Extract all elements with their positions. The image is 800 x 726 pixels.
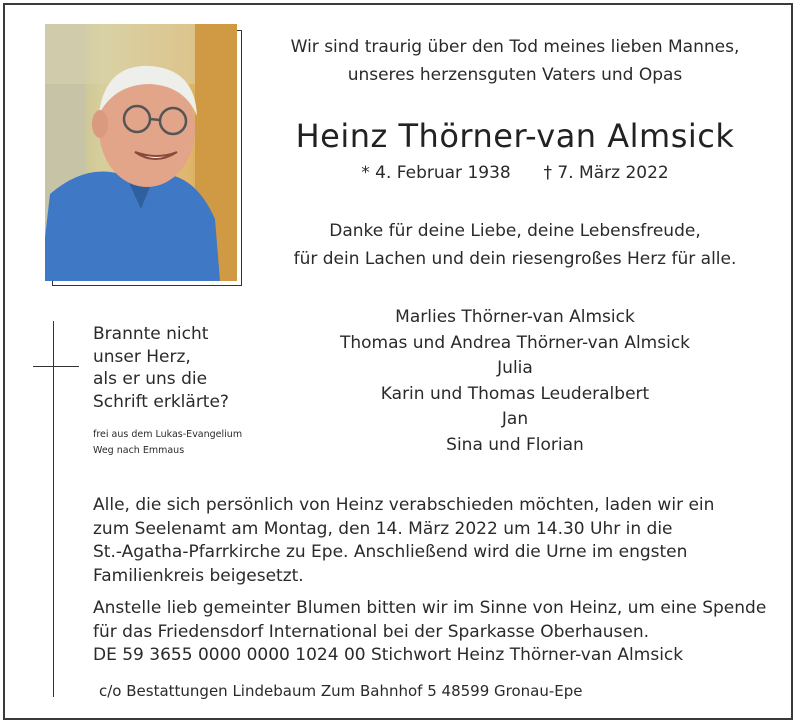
paragraph-line: zum Seelenamt am Montag, den 14. März 2022 um 14.30 Uhr in die	[93, 518, 673, 539]
verse-line: unser Herz,	[93, 346, 191, 367]
portrait-photo	[45, 24, 237, 281]
deceased-name: Heinz Thörner-van Almsick	[295, 117, 735, 155]
verse-source-line: frei aus dem Lukas-Evangelium	[93, 429, 243, 440]
thanks-line: für dein Lachen und dein riesengroßes Herz für alle.	[293, 249, 737, 269]
thanks-text	[250, 217, 780, 273]
birth-date: * 4. Februar 1938	[361, 163, 511, 183]
verse-line: Schrift erklärte?	[93, 391, 229, 412]
donation-paragraph	[93, 597, 773, 668]
cross-icon-horizontal	[33, 366, 79, 367]
family-member: Thomas und Andrea Thörner-van Almsick	[339, 332, 691, 353]
intro-line: unseres herzensguten Vaters und Opas	[347, 65, 683, 85]
bible-verse	[93, 323, 229, 413]
paragraph-line: DE 59 3655 0000 0000 1024 00 Stichwort Heinz Thörner-van Almsick	[93, 645, 684, 665]
family-member: Karin und Thomas Leuderalbert	[380, 383, 650, 404]
intro-text	[250, 33, 780, 89]
verse-source	[93, 427, 242, 459]
funeral-info-paragraph	[93, 494, 773, 588]
death-date: † 7. März 2022	[543, 163, 669, 183]
life-dates	[250, 161, 780, 185]
verse-line: Brannte nicht	[93, 324, 209, 344]
verse-source-line: Weg nach Emmaus	[93, 445, 185, 456]
funeral-home-address: c/o Bestattungen Lindebaum Zum Bahnhof 5 48599 Gronau-Epe	[99, 682, 583, 700]
cross-icon-vertical	[53, 321, 54, 697]
thanks-line: Danke für deine Liebe, deine Lebensfreude,	[329, 221, 701, 241]
paragraph-line: St.-Agatha-Pfarrkirche zu Epe. Anschließend wird die Urne im engsten	[93, 542, 688, 562]
intro-line: Wir sind traurig über den Tod meines lieben Mannes,	[290, 37, 740, 57]
family-member: Sina und Florian	[446, 434, 584, 455]
paragraph-line: Alle, die sich persönlich von Heinz verabschieden möchten, laden wir ein	[93, 495, 715, 515]
family-member: Jan	[501, 409, 529, 429]
family-member: Julia	[497, 358, 533, 378]
paragraph-line: Anstelle lieb gemeinter Blumen bitten wir im Sinne von Heinz, um eine Spende	[93, 598, 767, 618]
paragraph-line: für das Friedensdorf International bei der Sparkasse Oberhausen.	[93, 621, 650, 642]
paragraph-line: Familienkreis beigesetzt.	[93, 565, 304, 586]
portrait-illustration	[45, 24, 237, 281]
family-member: Marlies Thörner-van Almsick	[395, 307, 635, 327]
family-list	[250, 305, 780, 458]
verse-line: als er uns die	[93, 369, 208, 389]
